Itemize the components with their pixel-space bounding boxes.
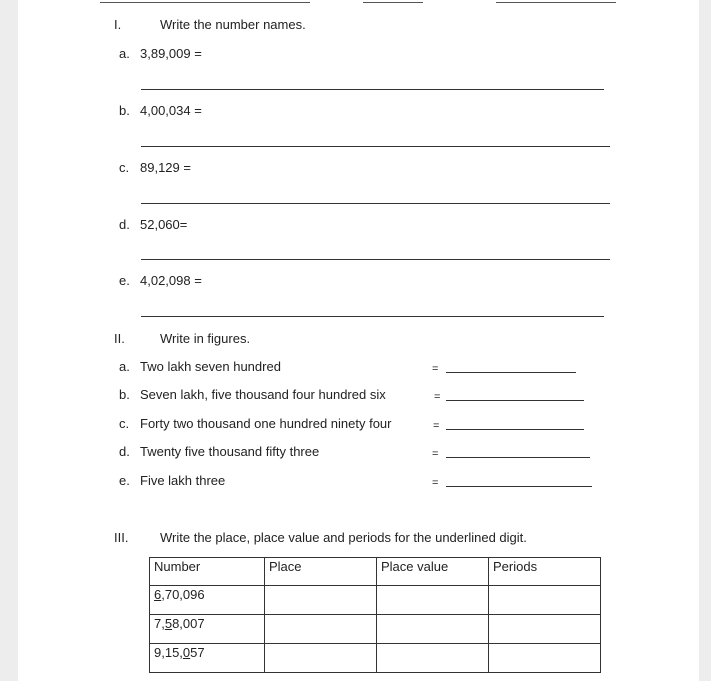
place-value-table (149, 557, 601, 673)
answer-line[interactable] (141, 259, 610, 260)
worksheet-page (18, 0, 699, 681)
number-prefix: 7, (154, 616, 165, 631)
number-name-item-letter: a. (119, 46, 130, 61)
answer-line[interactable] (141, 316, 604, 317)
section-1-heading: Write the number names. (160, 17, 306, 32)
figures-item-letter: b. (119, 387, 130, 402)
answer-line[interactable] (141, 146, 610, 147)
place-cell[interactable] (265, 586, 377, 615)
figures-item-text: Five lakh three (140, 473, 226, 488)
figures-item-text: Seven lakh, five thousand four hundred six (140, 387, 386, 402)
number-cell (150, 586, 265, 615)
figures-item-letter: c. (119, 416, 130, 431)
number-name-item-letter: d. (119, 217, 130, 232)
table-header-row (150, 558, 601, 586)
number-name-item-text: 52,060= (140, 217, 188, 232)
header-line-middle (363, 2, 423, 3)
number-name-item-letter: b. (119, 103, 130, 118)
number-suffix: 57 (190, 645, 205, 660)
equals-sign: = (434, 391, 441, 403)
answer-line[interactable] (141, 203, 610, 204)
figures-item-letter: d. (119, 444, 130, 459)
table-row (150, 586, 601, 615)
header-place: Place (265, 558, 377, 586)
number-suffix: ,70,096 (161, 587, 205, 602)
section-1-numeral: I. (114, 17, 122, 32)
place-cell[interactable] (265, 615, 377, 644)
number-name-item-letter: c. (119, 160, 130, 175)
header-place-value: Place value (377, 558, 489, 586)
equals-sign: = (432, 448, 439, 460)
number-cell (150, 615, 265, 644)
section-3-heading: Write the place, place value and periods for the underlined digit. (160, 530, 527, 545)
header-number: Number (150, 558, 265, 586)
underlined-digit: 6 (154, 587, 162, 602)
underlined-digit: 0 (182, 645, 191, 660)
underlined-digit: 5 (164, 616, 173, 631)
figures-item-text: Forty two thousand one hundred ninety four (140, 416, 392, 431)
answer-line[interactable] (446, 429, 584, 430)
table-row (150, 644, 601, 673)
table-row (150, 615, 601, 644)
periods-cell[interactable] (489, 615, 601, 644)
figures-item-text: Two lakh seven hundred (140, 359, 281, 374)
figures-item-text: Twenty five thousand fifty three (140, 444, 320, 459)
header-line-left (100, 2, 310, 3)
header-periods: Periods (489, 558, 601, 586)
number-name-item-letter: e. (119, 273, 130, 288)
equals-sign: = (432, 363, 439, 375)
equals-sign: = (433, 420, 440, 432)
place-cell[interactable] (265, 644, 377, 673)
answer-line[interactable] (446, 457, 590, 458)
answer-line[interactable] (446, 372, 576, 373)
section-3-numeral: III. (114, 530, 129, 545)
equals-sign: = (432, 477, 439, 489)
periods-cell[interactable] (489, 644, 601, 673)
place-value-cell[interactable] (377, 644, 489, 673)
figures-item-letter: a. (119, 359, 130, 374)
section-2-numeral: II. (114, 331, 125, 346)
number-name-item-text: 3,89,009 = (140, 46, 202, 61)
number-name-item-text: 4,00,034 = (140, 103, 202, 118)
place-value-cell[interactable] (377, 586, 489, 615)
place-value-cell[interactable] (377, 615, 489, 644)
answer-line[interactable] (446, 400, 584, 401)
header-line-right (496, 2, 616, 3)
number-cell (150, 644, 265, 673)
number-suffix: 8,007 (172, 616, 205, 631)
section-2-heading: Write in figures. (160, 331, 251, 346)
periods-cell[interactable] (489, 586, 601, 615)
number-name-item-text: 4,02,098 = (140, 273, 202, 288)
number-prefix: 9,15, (154, 645, 183, 660)
answer-line[interactable] (141, 89, 604, 90)
answer-line[interactable] (446, 486, 592, 487)
figures-item-letter: e. (119, 473, 130, 488)
number-name-item-text: 89,129 = (140, 160, 191, 175)
